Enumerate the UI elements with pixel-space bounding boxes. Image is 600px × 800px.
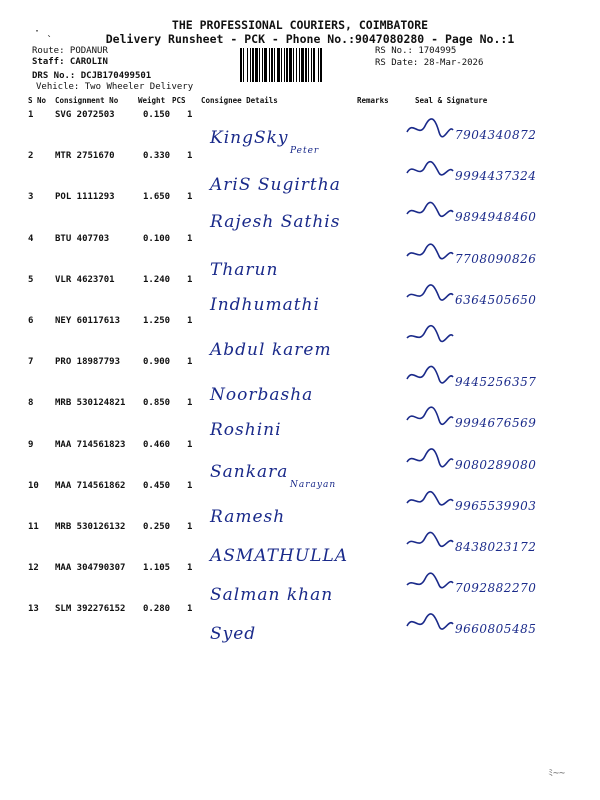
row-weight: 0.150 — [143, 110, 171, 120]
signature-scribble — [405, 610, 455, 634]
row-consignment-no: NEY 60117613 — [55, 316, 121, 326]
signature-scribble — [405, 528, 455, 552]
consignee-phone-number: 6364505650 — [455, 292, 537, 307]
row-pcs: 1 — [187, 563, 193, 574]
row-pcs: 1 — [187, 604, 193, 615]
row-pcs: 1 — [187, 110, 193, 120]
consignee-phone-number: 7708090826 — [455, 251, 537, 266]
consignee-handwritten-name-suffix: Peter — [290, 146, 320, 156]
signature-scribble — [405, 569, 455, 593]
row-sno: 12 — [28, 563, 39, 574]
signature-scribble — [405, 404, 455, 428]
row-weight: 0.900 — [143, 357, 171, 368]
consignee-phone-number: 9080289080 — [455, 457, 537, 472]
consignee-handwritten-name: AriS Sugirtha — [210, 175, 341, 196]
row-pcs: 1 — [187, 522, 193, 532]
consignee-phone-number: 7904340872 — [455, 128, 537, 142]
company-title: THE PROFESSIONAL COURIERS, COIMBATORE — [171, 18, 429, 32]
consignee-phone-number: 9894948460 — [455, 210, 537, 225]
consignee-phone-number: 9445256357 — [455, 375, 537, 390]
row-sno: 13 — [28, 604, 39, 615]
row-consignment-no: MAA 714561862 — [55, 480, 126, 491]
row-weight: 1.240 — [143, 274, 171, 285]
col-header-pcs: PCS — [172, 96, 186, 105]
staff-label: Staff: CAROLIN — [32, 57, 108, 67]
consignee-phone-number: 9994676569 — [455, 416, 537, 431]
consignee-handwritten-name: Rajesh Sathis — [210, 212, 341, 233]
col-header-weight: Weight — [138, 96, 166, 105]
route-label: Route: PODANUR — [32, 46, 108, 56]
row-pcs: 1 — [187, 233, 193, 244]
consignee-phone-number: 9994437324 — [455, 169, 537, 184]
row-weight: 1.105 — [143, 563, 171, 574]
signature-scribble — [405, 446, 455, 470]
consignee-handwritten-name: Abdul karem — [210, 340, 332, 360]
row-sno: 6 — [28, 316, 34, 326]
row-sno: 9 — [28, 439, 34, 450]
consignee-handwritten-name: Noorbasha — [210, 385, 314, 406]
row-consignment-no: MRB 530126132 — [55, 522, 126, 532]
row-consignment-no: BTU 407703 — [55, 233, 110, 244]
row-weight: 0.250 — [143, 522, 171, 532]
row-weight: 0.450 — [143, 480, 171, 491]
consignee-phone-number: 9965539903 — [455, 498, 537, 513]
row-consignment-no: MAA 714561823 — [55, 439, 126, 450]
row-sno: 11 — [28, 522, 39, 532]
row-consignment-no: PRO 18987793 — [55, 357, 121, 368]
signature-scribble — [405, 240, 455, 264]
consignee-handwritten-name: Tharun — [210, 259, 279, 280]
row-weight: 1.650 — [143, 192, 171, 203]
row-sno: 5 — [28, 274, 34, 285]
col-header-consignment: Consignment No — [55, 96, 119, 105]
col-header-consignee: Consignee Details — [201, 96, 278, 105]
pen-mark: · ˎ — [34, 26, 53, 37]
pen-mark: ﾐ~~ — [548, 768, 566, 779]
row-consignment-no: POL 1111293 — [55, 192, 115, 203]
row-sno: 3 — [28, 192, 34, 203]
row-weight: 0.280 — [143, 604, 171, 615]
row-weight: 0.460 — [143, 439, 171, 450]
col-header-seal: Seal & Signature — [415, 96, 488, 105]
row-weight: 1.250 — [143, 316, 171, 326]
row-sno: 7 — [28, 357, 34, 368]
consignee-handwritten-name: Indhumathi — [210, 294, 320, 315]
col-header-remarks: Remarks — [357, 96, 389, 105]
signature-scribble — [405, 281, 455, 305]
consignee-phone-number: 7092882270 — [455, 581, 537, 596]
row-consignment-no: MRB 530124821 — [55, 398, 126, 409]
row-consignment-no: MAA 304790307 — [55, 563, 126, 574]
rs-number: RS No.: 1704995 — [375, 46, 457, 56]
row-sno: 1 — [28, 110, 34, 120]
consignee-handwritten-name: Roshini — [210, 420, 282, 441]
row-weight: 0.100 — [143, 233, 171, 244]
row-sno: 8 — [28, 398, 34, 409]
row-sno: 10 — [28, 480, 39, 491]
row-pcs: 1 — [187, 480, 193, 491]
consignee-handwritten-name-suffix: Narayan — [290, 479, 337, 490]
vehicle-label: Vehicle: Two Wheeler Delivery — [36, 82, 194, 92]
row-weight: 0.330 — [143, 151, 171, 162]
row-pcs: 1 — [187, 274, 193, 285]
row-sno: 2 — [28, 151, 34, 162]
signature-scribble — [405, 322, 455, 346]
consignee-phone-number: 9660805485 — [455, 622, 537, 637]
barcode — [240, 48, 368, 82]
rs-date: RS Date: 28-Mar-2026 — [375, 58, 484, 68]
row-pcs: 1 — [187, 151, 193, 162]
row-consignment-no: MTR 2751670 — [55, 151, 115, 162]
consignee-handwritten-name: Salman khan — [210, 585, 334, 606]
row-consignment-no: SLM 392276152 — [55, 604, 126, 615]
signature-scribble — [405, 116, 455, 140]
signature-scribble — [405, 487, 455, 511]
barcode-bar — [322, 48, 323, 82]
row-pcs: 1 — [187, 316, 193, 326]
row-consignment-no: VLR 4623701 — [55, 274, 115, 285]
signature-scribble — [405, 157, 455, 181]
signature-scribble — [405, 363, 455, 387]
col-header-sno: S No — [28, 96, 47, 105]
row-pcs: 1 — [187, 439, 193, 450]
signature-scribble — [405, 198, 455, 222]
consignee-handwritten-name: Syed — [210, 624, 257, 645]
row-pcs: 1 — [187, 357, 193, 368]
row-sno: 4 — [28, 233, 34, 244]
drs-number: DRS No.: DCJB170499501 — [32, 71, 152, 81]
consignee-phone-number: 8438023172 — [455, 540, 537, 554]
consignee-handwritten-name: KingSky — [210, 128, 289, 148]
row-pcs: 1 — [187, 398, 193, 409]
row-weight: 0.850 — [143, 398, 171, 409]
consignee-handwritten-name: Sankara — [210, 461, 289, 482]
consignee-handwritten-name: ASMATHULLA — [210, 546, 349, 566]
row-pcs: 1 — [187, 192, 193, 203]
consignee-handwritten-name: Ramesh — [210, 506, 286, 527]
runsheet-subtitle: Delivery Runsheet - PCK - Phone No.:9047080280 - Page No.:1 — [105, 32, 515, 46]
row-consignment-no: SVG 2072503 — [55, 110, 115, 120]
